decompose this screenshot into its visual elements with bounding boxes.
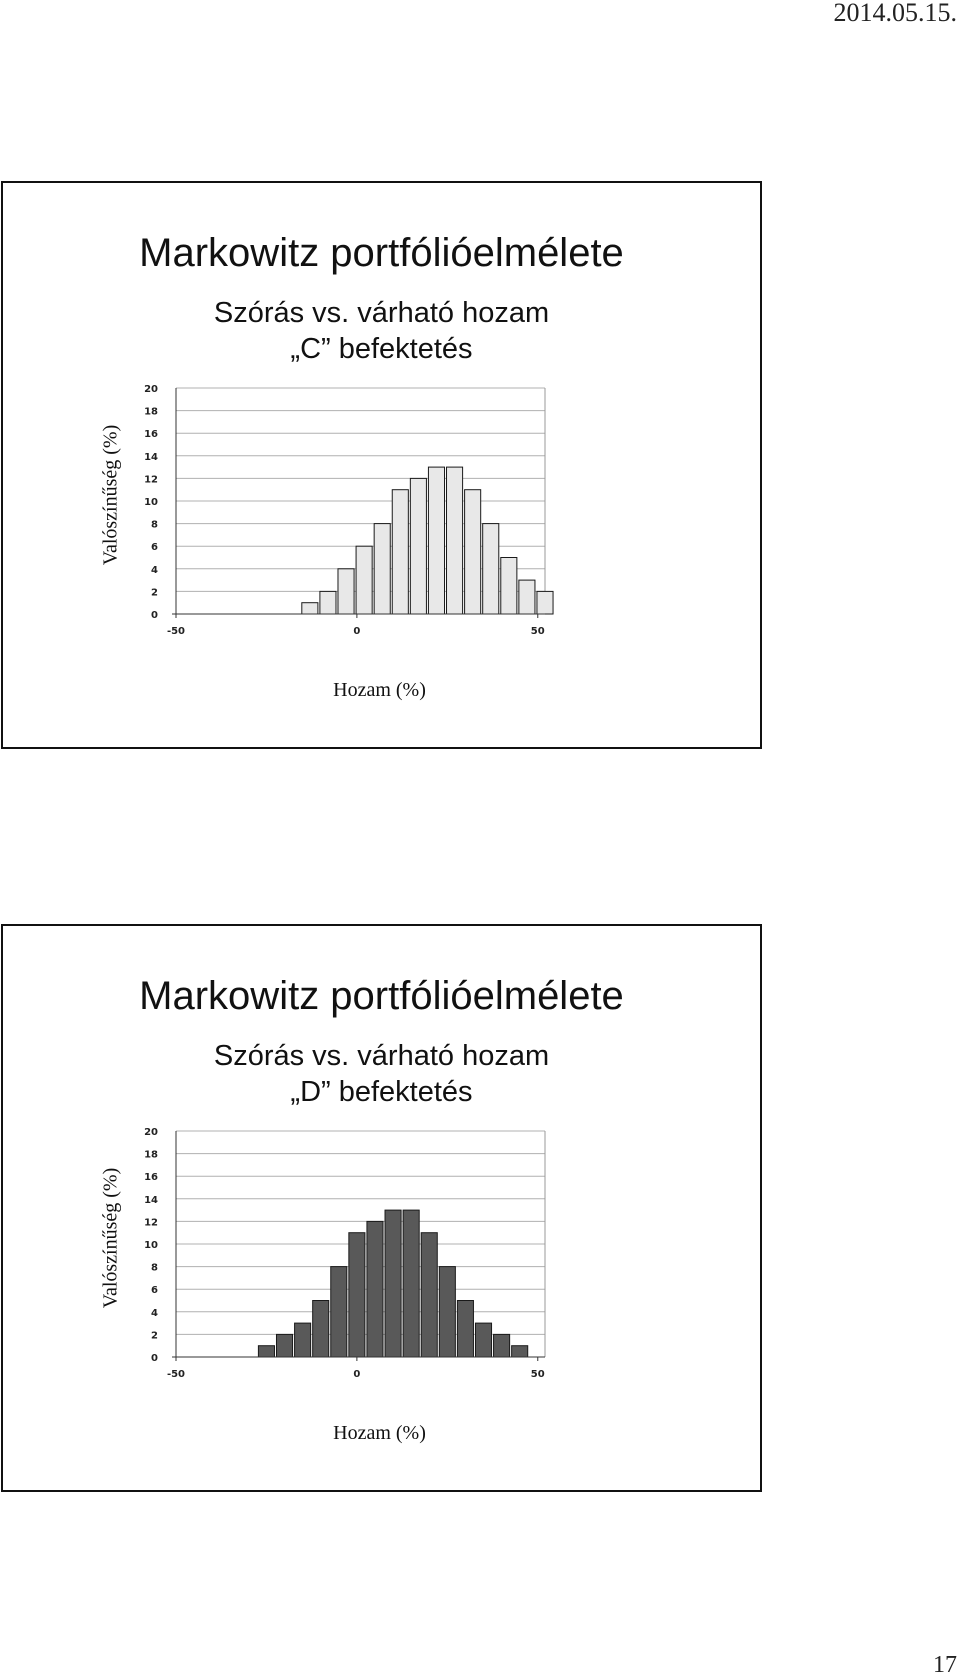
chart-x-axis-label: Hozam (%)	[333, 1422, 426, 1444]
y-tick-label: 18	[144, 1149, 158, 1161]
histogram-bar	[276, 1334, 292, 1357]
x-tick-label: 50	[530, 626, 545, 637]
y-tick-label: 2	[151, 1330, 158, 1342]
histogram-bar	[439, 1267, 455, 1357]
y-tick-label: 14	[144, 1194, 158, 1206]
x-tick-label: -50	[166, 1369, 186, 1380]
slide-subtitle-investment: „D” befektetés	[290, 1076, 473, 1108]
histogram-bar	[410, 478, 426, 614]
slide-title: Markowitz portfólióelmélete	[139, 974, 624, 1018]
y-tick-label: 20	[144, 1127, 158, 1138]
histogram-bar	[475, 1323, 491, 1357]
histogram-bar	[302, 603, 318, 614]
slide-title: Markowitz portfólióelmélete	[139, 231, 624, 275]
histogram-bar	[465, 490, 481, 614]
y-tick-label: 20	[144, 384, 158, 395]
histogram-bar	[421, 1233, 437, 1357]
slide-subtitle: Szórás vs. várható hozam	[213, 1040, 550, 1072]
y-tick-label: 16	[144, 1172, 158, 1184]
y-tick-label: 8	[151, 519, 158, 531]
histogram-bar	[403, 1210, 419, 1357]
histogram-bar	[385, 1210, 401, 1357]
histogram-bar	[428, 467, 444, 614]
histogram-bar	[457, 1301, 473, 1358]
histogram-bar	[494, 1334, 510, 1357]
histogram-bar	[313, 1301, 329, 1358]
chart-y-axis-label: Valószínűség (%)	[99, 1167, 122, 1309]
histogram-bar	[258, 1346, 274, 1357]
y-tick-label: 14	[144, 451, 158, 463]
y-tick-label: 4	[151, 1307, 158, 1319]
y-tick-label: 12	[144, 1217, 158, 1229]
histogram-bar	[374, 524, 390, 614]
y-tick-label: 6	[151, 542, 158, 554]
histogram-bar	[512, 1346, 528, 1357]
histogram-bar	[537, 591, 553, 614]
chart-x-axis-label: Hozam (%)	[333, 679, 426, 701]
x-tick-label: 0	[353, 626, 361, 637]
y-tick-label: 12	[144, 474, 158, 486]
header-date: 2014.05.15.	[833, 0, 957, 27]
histogram-bar	[519, 580, 535, 614]
y-tick-label: 16	[144, 429, 158, 441]
y-tick-label: 0	[151, 1353, 158, 1364]
histogram-bar	[501, 558, 517, 615]
slide-subtitle-investment: „C” befektetés	[290, 333, 473, 365]
slide-subtitle: Szórás vs. várható hozam	[213, 297, 550, 329]
histogram-chart-c	[133, 383, 603, 643]
chart-x-axis-label-wrap	[3, 679, 760, 702]
y-tick-label: 2	[151, 587, 158, 599]
histogram-bar	[392, 490, 408, 614]
y-tick-label: 0	[151, 610, 158, 621]
y-tick-label: 18	[144, 406, 158, 418]
chart-x-axis-label-wrap	[3, 1422, 760, 1445]
y-tick-label: 8	[151, 1262, 158, 1274]
x-tick-label: -50	[166, 626, 186, 637]
histogram-chart-d	[133, 1126, 603, 1386]
slide-d-investment	[1, 924, 762, 1492]
histogram-bar	[447, 467, 463, 614]
slide-c-investment	[1, 181, 762, 749]
histogram-bar	[349, 1233, 365, 1357]
histogram-bar	[338, 569, 354, 614]
histogram-bar	[331, 1267, 347, 1357]
x-tick-label: 50	[530, 1369, 545, 1380]
y-tick-label: 6	[151, 1285, 158, 1297]
y-tick-label: 10	[144, 1240, 158, 1251]
chart-y-axis-label: Valószínűség (%)	[99, 424, 122, 566]
histogram-bar	[356, 546, 372, 614]
x-tick-label: 0	[353, 1369, 361, 1380]
y-tick-label: 4	[151, 564, 158, 576]
histogram-bar	[295, 1323, 311, 1357]
histogram-bar	[483, 524, 499, 614]
histogram-bar	[367, 1221, 383, 1357]
histogram-bar	[320, 591, 336, 614]
y-tick-label: 10	[144, 497, 158, 508]
page-number: 17	[933, 1652, 957, 1678]
